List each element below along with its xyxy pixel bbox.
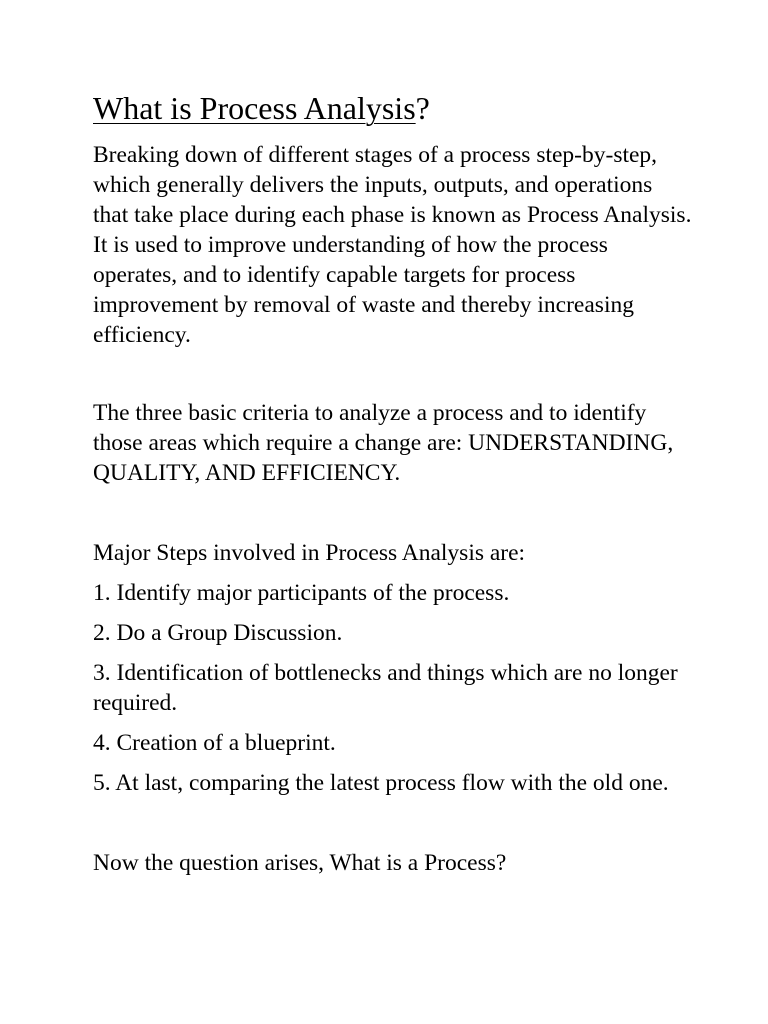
step-item: 2. Do a Group Discussion. xyxy=(93,620,343,646)
step-item: 3. Identification of bottlenecks and things which are no longer required. xyxy=(93,660,678,716)
steps-heading: Major Steps involved in Process Analysis are: xyxy=(93,540,526,566)
document-title-underlined: What is Process Analysis xyxy=(93,90,416,126)
document-page xyxy=(93,88,693,878)
document-title xyxy=(93,88,693,128)
step-item: 5. At last, comparing the latest process flow with the old one. xyxy=(93,770,669,796)
criteria-paragraph: The three basic criteria to analyze a process and to identify those areas which require a change are: UNDERSTANDING, QUALITY, AND EFFICIENCY. xyxy=(93,400,674,486)
document-title-suffix: ? xyxy=(415,90,430,126)
step-item: 1. Identify major participants of the process. xyxy=(93,580,510,606)
step-item: 4. Creation of a blueprint. xyxy=(93,730,336,756)
closing-line: Now the question arises, What is a Process? xyxy=(93,850,507,876)
intro-paragraph: Breaking down of different stages of a process step-by-step, which generally delivers the inputs, outputs, and operations that take place during each phase is known as Process Analysis. It is used to improve understanding of how the process operates, and to identify capable targets for process improvement by removal of waste and thereby increasing efficiency. xyxy=(93,142,692,348)
